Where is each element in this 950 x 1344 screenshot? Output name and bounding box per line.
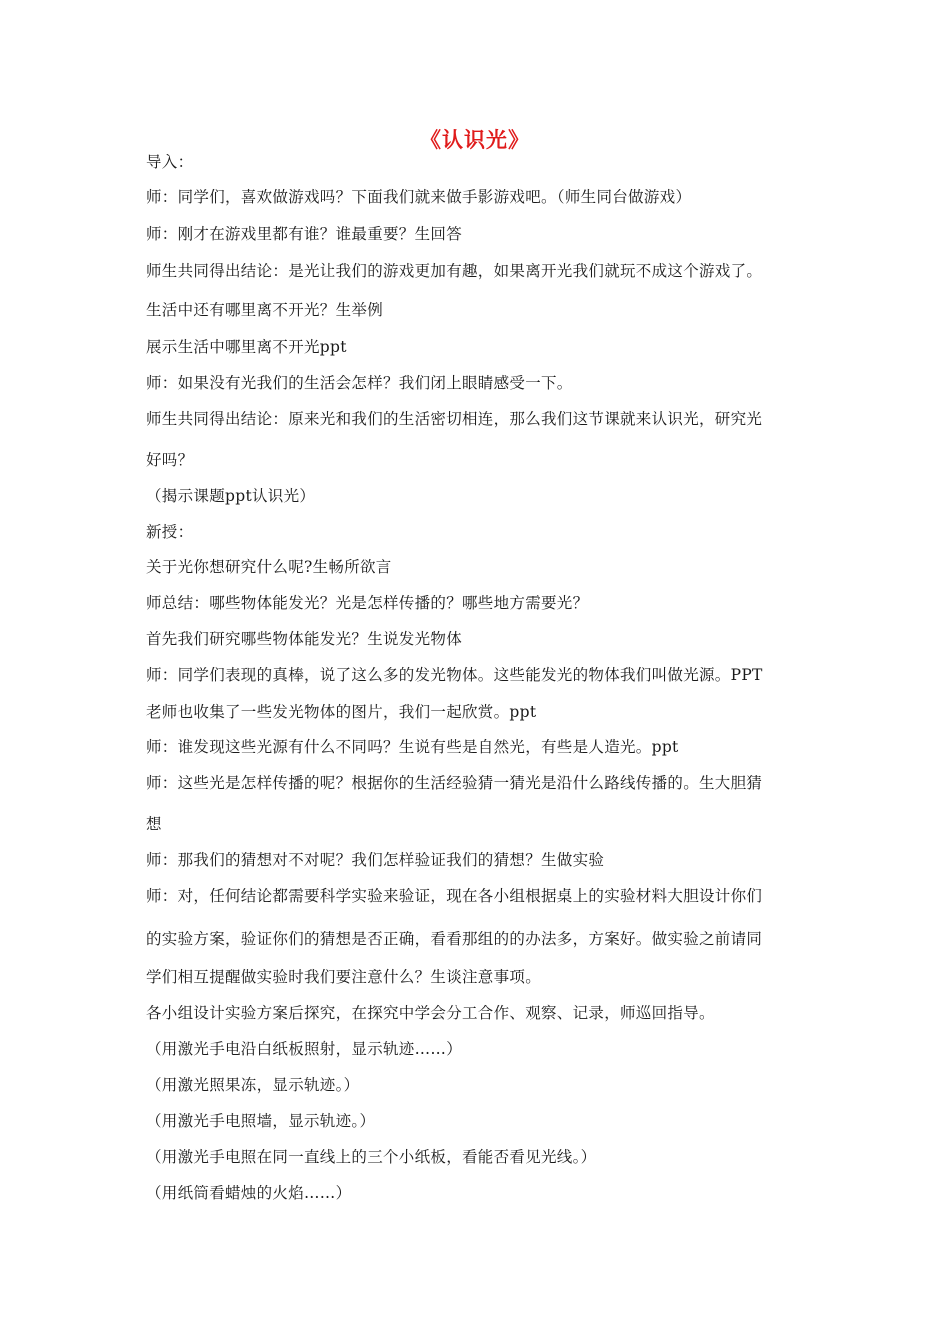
text-line: 师：同学们表现的真棒，说了这么多的发光物体。这些能发光的物体我们叫做光源。PPT <box>146 666 763 684</box>
text-line: 想 <box>146 815 162 833</box>
text-line: 关于光你想研究什么呢?生畅所欲言 <box>146 558 392 576</box>
text-line: 首先我们研究哪些物体能发光？生说发光物体 <box>146 630 463 648</box>
text-line: 师：刚才在游戏里都有谁？谁最重要？生回答 <box>146 225 463 243</box>
text-line: 生活中还有哪里离不开光？生举例 <box>146 301 384 319</box>
document-title: 《认识光》 <box>420 127 530 152</box>
text-line: 学们相互提醒做实验时我们要注意什么？生谈注意事项。 <box>146 968 542 986</box>
text-line: 师：对，任何结论都需要科学实验来验证，现在各小组根据桌上的实验材料大胆设计你们 <box>146 887 763 905</box>
text-line: （用激光照果冻，显示轨迹。） <box>146 1076 360 1094</box>
text-line: 师生共同得出结论：原来光和我们的生活密切相连，那么我们这节课就来认识光，研究光 <box>146 410 763 428</box>
text-line: 导入： <box>146 153 194 171</box>
text-line: 好吗？ <box>146 451 194 469</box>
text-line: 各小组设计实验方案后探究，在探究中学会分工合作、观察、记录，师巡回指导。 <box>146 1004 715 1022</box>
text-line: （用激光手电沿白纸板照射，显示轨迹……） <box>146 1040 463 1058</box>
text-line: 师生共同得出结论：是光让我们的游戏更加有趣，如果离开光我们就玩不成这个游戏了。 <box>146 262 763 280</box>
text-line: 师：如果没有光我们的生活会怎样？我们闭上眼睛感受一下。 <box>146 374 573 392</box>
text-line: 师：同学们，喜欢做游戏吗？下面我们就来做手影游戏吧。（师生同台做游戏） <box>146 188 692 206</box>
text-line: 展示生活中哪里离不开光ppt <box>146 338 347 356</box>
text-line: 师：这些光是怎样传播的呢？根据你的生活经验猜一猜光是沿什么路线传播的。生大胆猜 <box>146 774 763 792</box>
text-line: （揭示课题ppt认识光） <box>146 487 316 505</box>
text-line: 老师也收集了一些发光物体的图片，我们一起欣赏。ppt <box>146 703 537 721</box>
text-line: （用激光手电照墙，显示轨迹。） <box>146 1112 376 1130</box>
text-line: 师总结：哪些物体能发光？光是怎样传播的？哪些地方需要光？ <box>146 594 589 612</box>
text-line: 师：谁发现这些光源有什么不同吗？生说有些是自然光，有些是人造光。ppt <box>146 738 679 756</box>
text-line: 的实验方案，验证你们的猜想是否正确，看看那组的的办法多，方案好。做实验之前请同 <box>146 930 763 948</box>
text-line: （用激光手电照在同一直线上的三个小纸板，看能否看见光线。） <box>146 1148 597 1166</box>
text-line: （用纸筒看蜡烛的火焰……） <box>146 1184 352 1202</box>
text-line: 新授： <box>146 523 194 541</box>
text-line: 师：那我们的猜想对不对呢？我们怎样验证我们的猜想？生做实验 <box>146 851 605 869</box>
